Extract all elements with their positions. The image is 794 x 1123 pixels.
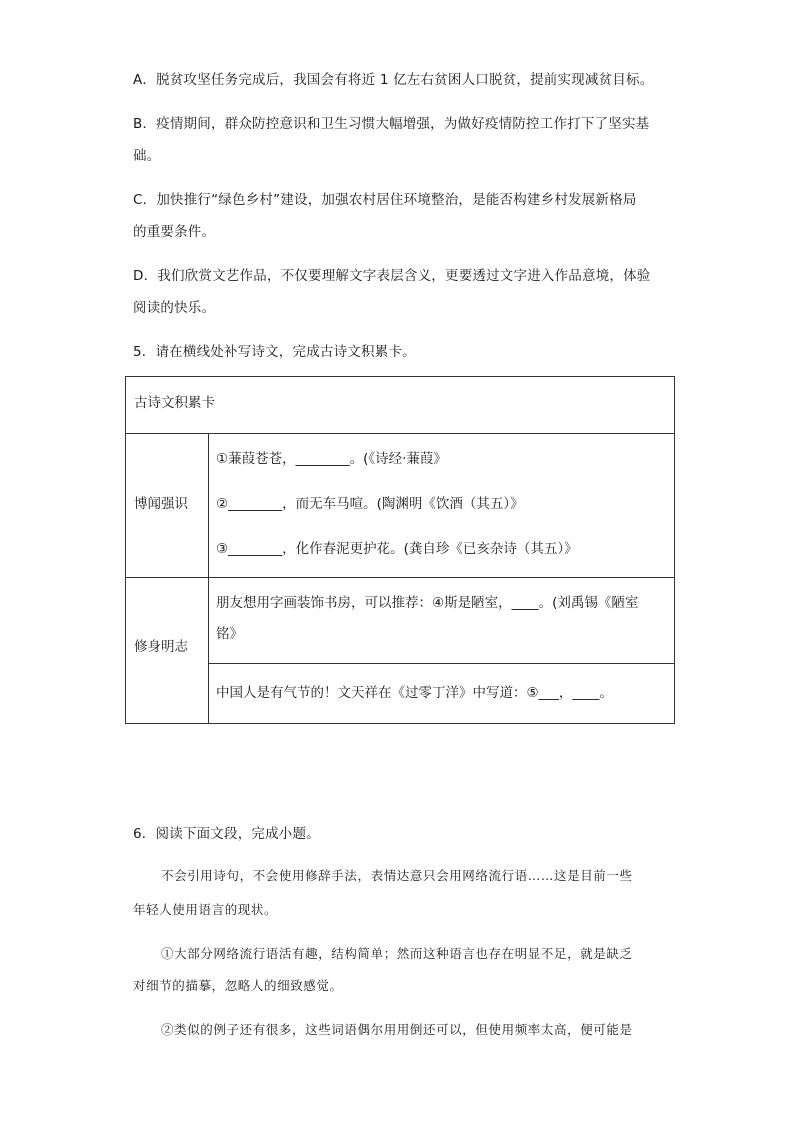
- table-title: 古诗文积累卡: [134, 395, 215, 411]
- passage-p2-line1: ①大部分网络流行语活有趣，结构简单；然而这种语言也存在明显不足，就是缺乏: [161, 946, 633, 961]
- passage-p3-line1: ②类似的例子还有很多，这些词语偶尔用用倒还可以，但使用频率太高，便可能是: [161, 1022, 633, 1037]
- poem-fill-4-line2: 铭》: [216, 626, 243, 642]
- poem-fill-5: 中国人是有气节的！文天祥在《过零丁洋》中写道：⑤___，____。: [216, 685, 613, 701]
- section-label-xiushen: 修身明志: [134, 639, 188, 655]
- question-5-prompt: 5．请在横线处补写诗文，完成古诗文积累卡。: [133, 344, 416, 360]
- table-divider-column: [208, 433, 209, 723]
- passage-p1-line1: 不会引用诗句，不会使用修辞手法，表情达意只会用网络流行语……这是目前一些: [161, 868, 633, 883]
- question-6-prompt: 6．阅读下面文段，完成小题。: [133, 826, 320, 842]
- option-b-line1: B．疫情期间，群众防控意识和卫生习惯大幅增强，为做好疫情防控工作打下了坚实基: [133, 116, 650, 132]
- option-b-line2: 础。: [133, 148, 161, 164]
- table-divider-row: [208, 663, 674, 664]
- passage-p1-line2: 年轻人使用语言的现状。: [133, 902, 278, 917]
- passage-p2-line2: 对细节的描摹，忽略人的细致感觉。: [133, 978, 343, 993]
- poem-fill-1: ①蒹葭苍苍，________。(《诗经·蒹葭》: [216, 451, 447, 467]
- option-d-line1: D．我们欣赏文艺作品，不仅要理解文字表层含义，更要透过文字进入作品意境，体验: [133, 268, 651, 284]
- poem-fill-4-line1: 朋友想用字画装饰书房，可以推荐：④斯是陋室，____。(刘禹锡《陋室: [216, 595, 639, 611]
- option-d-line2: 阅读的快乐。: [133, 300, 216, 316]
- option-c-line2: 的重要条件。: [133, 224, 216, 240]
- poem-fill-2: ②________，而无车马喧。(陶渊明《饮酒（其五）》: [216, 496, 524, 512]
- option-c-line1: C．加快推行“绿色乡村”建设，加强农村居住环境整治，是能否构建乡村发展新格局: [133, 192, 637, 208]
- table-divider-section: [126, 577, 674, 578]
- poetry-card-table: [125, 376, 675, 724]
- section-label-bowen: 博闻强识: [134, 496, 188, 512]
- poem-fill-3: ③________，化作春泥更护花。(龚自珍《已亥杂诗（其五）》: [216, 541, 578, 557]
- option-a: A．脱贫攻坚任务完成后，我国会有将近 1 亿左右贫困人口脱贫，提前实现减贫目标。: [133, 72, 654, 88]
